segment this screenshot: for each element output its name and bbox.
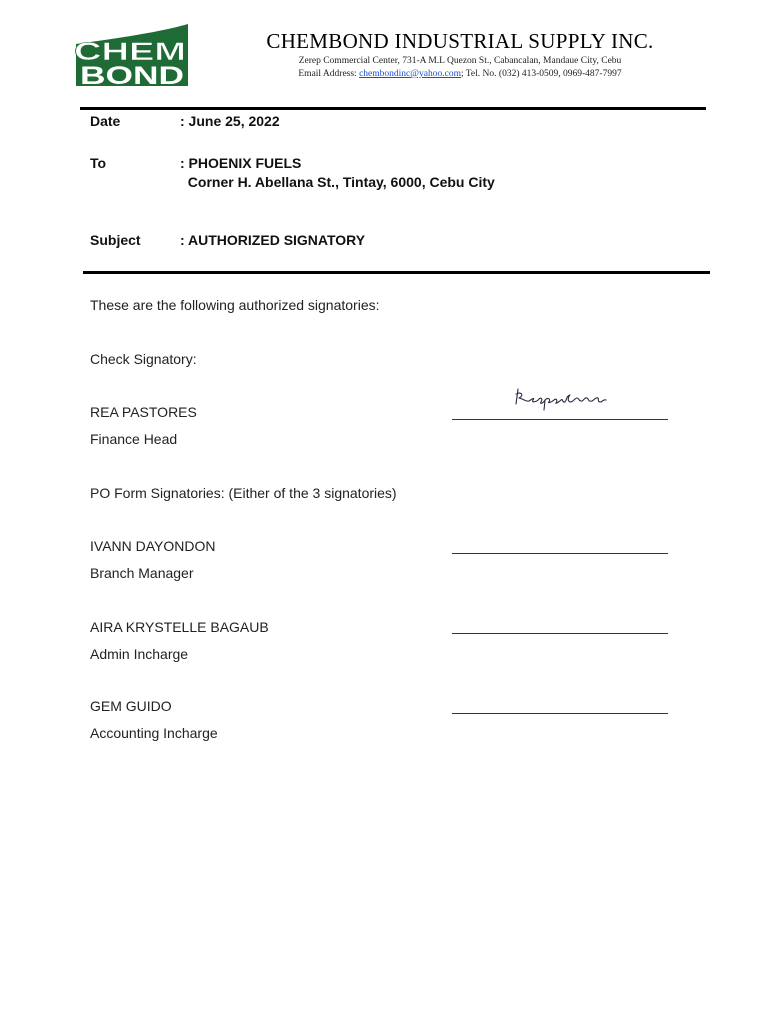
- signature-line: [452, 419, 668, 420]
- signatory-name: AIRA KRYSTELLE BAGAUB: [90, 619, 269, 635]
- to-label: To: [90, 155, 107, 171]
- memo-divider: [83, 271, 710, 274]
- to-address: Corner H. Abellana St., Tintay, 6000, Cebu City: [180, 174, 495, 190]
- logo-text-line1: CHEM: [74, 38, 186, 66]
- check-signatory-heading: Check Signatory:: [90, 351, 197, 367]
- logo-text-line2: BOND: [80, 62, 184, 86]
- subject-label: Subject: [90, 232, 141, 248]
- signatory-title: Accounting Incharge: [90, 725, 218, 741]
- contact-phone: ; Tel. No. (032) 413-0509, 0969-487-7997: [460, 69, 622, 79]
- contact-email-label: Email Address:: [298, 69, 360, 79]
- subject-value: : AUTHORIZED SIGNATORY: [180, 232, 366, 248]
- date-value: : June 25, 2022: [180, 113, 280, 129]
- signatory-title: Branch Manager: [90, 565, 194, 581]
- company-address: Zerep Commercial Center, 731-A M.L Quezon St., Cabancalan, Mandaue City, Cebu: [298, 56, 622, 66]
- header-divider: [80, 107, 706, 110]
- signature-line: [452, 713, 668, 714]
- signature-line: [452, 633, 668, 634]
- signatory-name: GEM GUIDO: [90, 698, 172, 714]
- company-name: CHEMBOND INDUSTRIAL SUPPLY INC.: [266, 29, 654, 53]
- intro-text: These are the following authorized signatories:: [90, 297, 380, 313]
- po-signatories-heading: PO Form Signatories: (Either of the 3 signatories): [90, 485, 397, 501]
- to-recipient: : PHOENIX FUELS: [180, 155, 302, 171]
- signatory-title: Finance Head: [90, 431, 178, 447]
- company-contact: [210, 69, 710, 79]
- signature-line: [452, 553, 668, 554]
- signatory-title: Admin Incharge: [90, 646, 189, 662]
- handwritten-signature: [500, 382, 622, 414]
- signatory-name: IVANN DAYONDON: [90, 538, 216, 554]
- chembond-logo: [70, 24, 190, 86]
- email-link[interactable]: chembondinc@yahoo.com: [359, 69, 461, 79]
- signatory-name: REA PASTORES: [90, 404, 197, 420]
- date-label: Date: [90, 113, 121, 129]
